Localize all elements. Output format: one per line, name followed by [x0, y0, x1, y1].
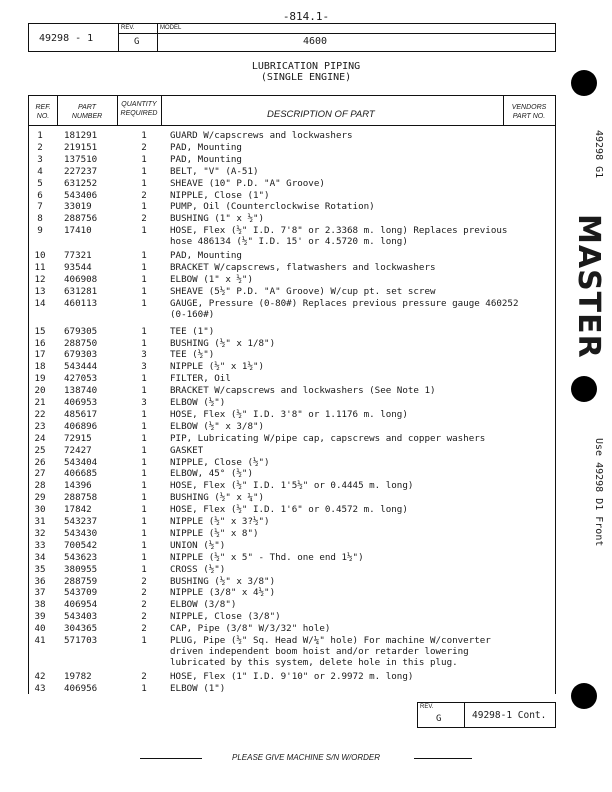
description: NIPPLE (½" x 1½"): [170, 361, 265, 373]
ref-number: 3: [37, 153, 43, 165]
quantity: 2: [141, 587, 147, 599]
description: BELT, "V" (A-51): [170, 165, 259, 177]
part-number: 543444: [64, 361, 98, 373]
description: GUARD W/capscrews and lockwashers: [170, 130, 353, 141]
description: GAUGE, Pressure (0-80#) Replaces previous pressure gauge 460252: [170, 297, 519, 309]
document-subtitle: (SINGLE ENGINE): [260, 72, 352, 83]
quantity: 1: [141, 337, 147, 349]
quantity: 1: [141, 444, 147, 456]
quantity: 1: [141, 130, 147, 141]
part-number: 72427: [64, 444, 92, 456]
part-number: 77321: [64, 250, 92, 262]
description: NIPPLE (½" x 8"): [170, 527, 259, 539]
ref-number: 41: [34, 635, 46, 646]
description: UNION (½"): [170, 539, 226, 551]
description: driven independent boom hoist and/or retarder lowering: [170, 646, 469, 657]
ref-number: 9: [37, 225, 43, 237]
part-number: 631252: [64, 177, 98, 189]
description: PAD, Mounting: [170, 153, 242, 165]
quantity: 1: [141, 385, 147, 397]
header-box: [28, 23, 556, 52]
part-number: 138740: [64, 385, 98, 397]
description: TEE (½"): [170, 349, 215, 361]
quantity: 3: [141, 397, 147, 408]
ref-number: 39: [34, 611, 46, 623]
binder-hole-middle: [571, 376, 597, 402]
quantity: 1: [141, 153, 147, 165]
part-number: 72915: [64, 432, 92, 444]
part-number: 17410: [64, 225, 92, 237]
description: NIPPLE (½" x 3?½"): [170, 516, 270, 527]
ref-number: 22: [34, 408, 46, 420]
quantity: 1: [141, 563, 147, 575]
quantity: 3: [141, 349, 147, 361]
description: lubricated by this system, delete hole in this plug.: [170, 657, 458, 668]
part-number: 93544: [64, 262, 92, 273]
quantity: 2: [141, 141, 147, 153]
description: NIPPLE, Close (½"): [170, 456, 270, 468]
part-number: 137510: [64, 153, 98, 165]
part-number: 543623: [64, 551, 98, 563]
description: GASKET: [170, 444, 204, 456]
ref-number: 11: [34, 262, 46, 273]
part-number: 679303: [64, 349, 98, 361]
part-number: 288759: [64, 575, 98, 587]
description: NIPPLE (½" x 5" - Thd. one end 1½"): [170, 551, 364, 563]
description: ELBOW, 45° (½"): [170, 468, 253, 480]
description: HOSE, Flex (½" I.D. 7'8" or 2.3368 m. long) Replaces previous: [170, 225, 508, 237]
quantity: 1: [141, 539, 147, 551]
quantity: 1: [141, 201, 147, 213]
part-number: 219151: [64, 141, 98, 153]
part-number: 33019: [64, 201, 92, 213]
part-number: 227237: [64, 165, 98, 177]
part-number: 288750: [64, 337, 98, 349]
quantity: 1: [141, 527, 147, 539]
description: BRACKET W/capscrews and lockwashers (See Note 1): [170, 385, 436, 397]
ref-number: 8: [37, 213, 43, 225]
ref-number: 43: [34, 682, 46, 694]
ref-number: 10: [34, 250, 46, 262]
ref-number: 1: [37, 130, 43, 141]
description: TEE (1"): [170, 325, 215, 337]
part-number: 14396: [64, 480, 92, 492]
quantity: 1: [141, 420, 147, 432]
bottom-rev-label: REV.: [420, 704, 434, 710]
part-number: 543406: [64, 189, 98, 201]
continuation-text: 49298-1 Cont.: [472, 710, 547, 721]
ref-number: 32: [34, 527, 46, 539]
description: hose 486134 (½" I.D. 15' or 4.5720 m. long): [170, 236, 408, 248]
quantity: 1: [141, 285, 147, 297]
part-number: 460113: [64, 297, 98, 309]
quantity: 1: [141, 373, 147, 385]
part-number: 406685: [64, 468, 98, 480]
ref-number: 20: [34, 385, 46, 397]
description: SHEAVE (5½" P.D. "A" Groove) W/cup pt. set screw: [170, 285, 436, 297]
ref-number: 24: [34, 432, 46, 444]
description: ELBOW (½" x 3/8"): [170, 420, 265, 432]
rev-value: G: [134, 37, 140, 47]
description: PAD, Mounting: [170, 141, 242, 153]
quantity: 1: [141, 682, 147, 694]
ref-number: 14: [34, 297, 46, 309]
part-number: 17842: [64, 504, 92, 516]
quantity: 1: [141, 297, 147, 309]
description: ELBOW (1" x ½"): [170, 273, 253, 285]
quantity: 2: [141, 611, 147, 623]
ref-number: 16: [34, 337, 46, 349]
description: SHEAVE (10" P.D. "A" Groove): [170, 177, 325, 189]
part-number: 406956: [64, 682, 98, 694]
header-vendors: VENDORS PART NO.: [511, 104, 547, 120]
description: NIPPLE, Close (1"): [170, 189, 270, 201]
quantity: 1: [141, 165, 147, 177]
ref-number: 18: [34, 361, 46, 373]
quantity: 2: [141, 670, 147, 682]
description: (0-160#): [170, 308, 215, 320]
quantity: 3: [141, 361, 147, 373]
description: PIP, Lubricating W/pipe cap, capscrews and copper washers: [170, 432, 486, 444]
part-number: 406953: [64, 397, 98, 408]
ref-number: 5: [37, 177, 43, 189]
part-number: 181291: [64, 130, 98, 141]
rev-label: REV.: [121, 25, 135, 31]
page-number: -814.1-: [282, 10, 330, 23]
ref-number: 28: [34, 480, 46, 492]
ref-number: 31: [34, 516, 46, 527]
ref-number: 30: [34, 504, 46, 516]
description: BUSHING (½" x ¼"): [170, 492, 265, 504]
doc-number: 49298 - 1: [39, 33, 94, 44]
description: BUSHING (1" x ½"): [170, 213, 265, 225]
description: HOSE, Flex (½" I.D. 1'6" or 0.4572 m. long): [170, 504, 408, 516]
part-number: 543404: [64, 456, 98, 468]
part-number: 288756: [64, 213, 98, 225]
quantity: 1: [141, 516, 147, 527]
description: ELBOW (3/8"): [170, 599, 237, 611]
side-label-master: MASTER: [571, 214, 606, 359]
document-title: LUBRICATION PIPING: [251, 61, 361, 72]
description: NIPPLE (3/8" x 4½"): [170, 587, 276, 599]
quantity: 1: [141, 492, 147, 504]
continuation-box: [417, 702, 556, 728]
description: CROSS (½"): [170, 563, 226, 575]
part-number: 485617: [64, 408, 98, 420]
part-number: 19782: [64, 670, 92, 682]
quantity: 2: [141, 213, 147, 225]
description: BUSHING (½" x 1/8"): [170, 337, 276, 349]
binder-hole-bottom: [571, 683, 597, 709]
header-quantity: QUANTITY REQUIRED: [120, 101, 158, 117]
description: NIPPLE, Close (3/8"): [170, 611, 281, 623]
ref-number: 17: [34, 349, 46, 361]
ref-number: 33: [34, 539, 46, 551]
description: FILTER, Oil: [170, 373, 231, 385]
model-value: 4600: [303, 36, 328, 47]
description: PLUG, Pipe (½" Sq. Head W/¼" hole) For machine W/converter: [170, 635, 491, 646]
quantity: 1: [141, 432, 147, 444]
part-number: 427053: [64, 373, 98, 385]
ref-number: 29: [34, 492, 46, 504]
part-number: 700542: [64, 539, 98, 551]
description: PAD, Mounting: [170, 250, 242, 262]
quantity: 1: [141, 273, 147, 285]
ref-number: 38: [34, 599, 46, 611]
ref-number: 34: [34, 551, 46, 563]
ref-number: 42: [34, 670, 46, 682]
quantity: 2: [141, 189, 147, 201]
bottom-rev-value: G: [436, 714, 442, 724]
ref-number: 26: [34, 456, 46, 468]
quantity: 1: [141, 250, 147, 262]
ref-number: 2: [37, 141, 43, 153]
ref-number: 27: [34, 468, 46, 480]
description: HOSE, Flex (½" I.D. 1'5½" or 0.4445 m. long): [170, 480, 414, 492]
quantity: 1: [141, 551, 147, 563]
description: ELBOW (1"): [170, 682, 226, 694]
footer-note: PLEASE GIVE MACHINE S/N W/ORDER: [231, 753, 381, 762]
ref-number: 19: [34, 373, 46, 385]
ref-number: 37: [34, 587, 46, 599]
side-label-top: 49298 G1: [593, 130, 604, 179]
quantity: 1: [141, 456, 147, 468]
description: BRACKET W/capscrews, flatwashers and lockwashers: [170, 262, 436, 273]
description: HOSE, Flex (1" I.D. 9'10" or 2.9972 m. long): [170, 670, 414, 682]
quantity: 1: [141, 480, 147, 492]
ref-number: 25: [34, 444, 46, 456]
quantity: 2: [141, 623, 147, 635]
description: ELBOW (½"): [170, 397, 226, 408]
part-number: 288758: [64, 492, 98, 504]
quantity: 1: [141, 408, 147, 420]
ref-number: 15: [34, 325, 46, 337]
quantity: 1: [141, 468, 147, 480]
ref-number: 4: [37, 165, 43, 177]
binder-hole-top: [571, 70, 597, 96]
description: BUSHING (½" x 3/8"): [170, 575, 276, 587]
part-number: 380955: [64, 563, 98, 575]
ref-number: 7: [37, 201, 43, 213]
part-number: 304365: [64, 623, 98, 635]
header-description: DESCRIPTION OF PART: [267, 109, 375, 120]
part-number: 543430: [64, 527, 98, 539]
ref-number: 21: [34, 397, 46, 408]
part-number: 406954: [64, 599, 98, 611]
quantity: 1: [141, 325, 147, 337]
header-ref-no: REF. NO.: [35, 104, 51, 120]
part-number: 679305: [64, 325, 98, 337]
part-number: 406908: [64, 273, 98, 285]
ref-number: 23: [34, 420, 46, 432]
ref-number: 12: [34, 273, 46, 285]
quantity: 1: [141, 635, 147, 646]
description: CAP, Pipe (3/8" W/3/32" hole): [170, 623, 331, 635]
quantity: 1: [141, 262, 147, 273]
part-number: 543403: [64, 611, 98, 623]
description: PUMP, Oil (Counterclockwise Rotation): [170, 201, 375, 213]
ref-number: 35: [34, 563, 46, 575]
quantity: 1: [141, 177, 147, 189]
quantity: 1: [141, 504, 147, 516]
quantity: 2: [141, 599, 147, 611]
ref-number: 13: [34, 285, 46, 297]
header-part-number: PART NUMBER: [71, 104, 103, 120]
part-number: 571703: [64, 635, 98, 646]
part-number: 543709: [64, 587, 98, 599]
description: HOSE, Flex (½" I.D. 3'8" or 1.1176 m. long): [170, 408, 408, 420]
part-number: 406896: [64, 420, 98, 432]
model-label: MODEL: [160, 25, 182, 31]
ref-number: 40: [34, 623, 46, 635]
part-number: 543237: [64, 516, 98, 527]
ref-number: 6: [37, 189, 43, 201]
quantity: 1: [141, 225, 147, 237]
ref-number: 36: [34, 575, 46, 587]
part-number: 631281: [64, 285, 98, 297]
quantity: 2: [141, 575, 147, 587]
side-label-bottom: Use 49298 D1 Front: [593, 438, 604, 547]
